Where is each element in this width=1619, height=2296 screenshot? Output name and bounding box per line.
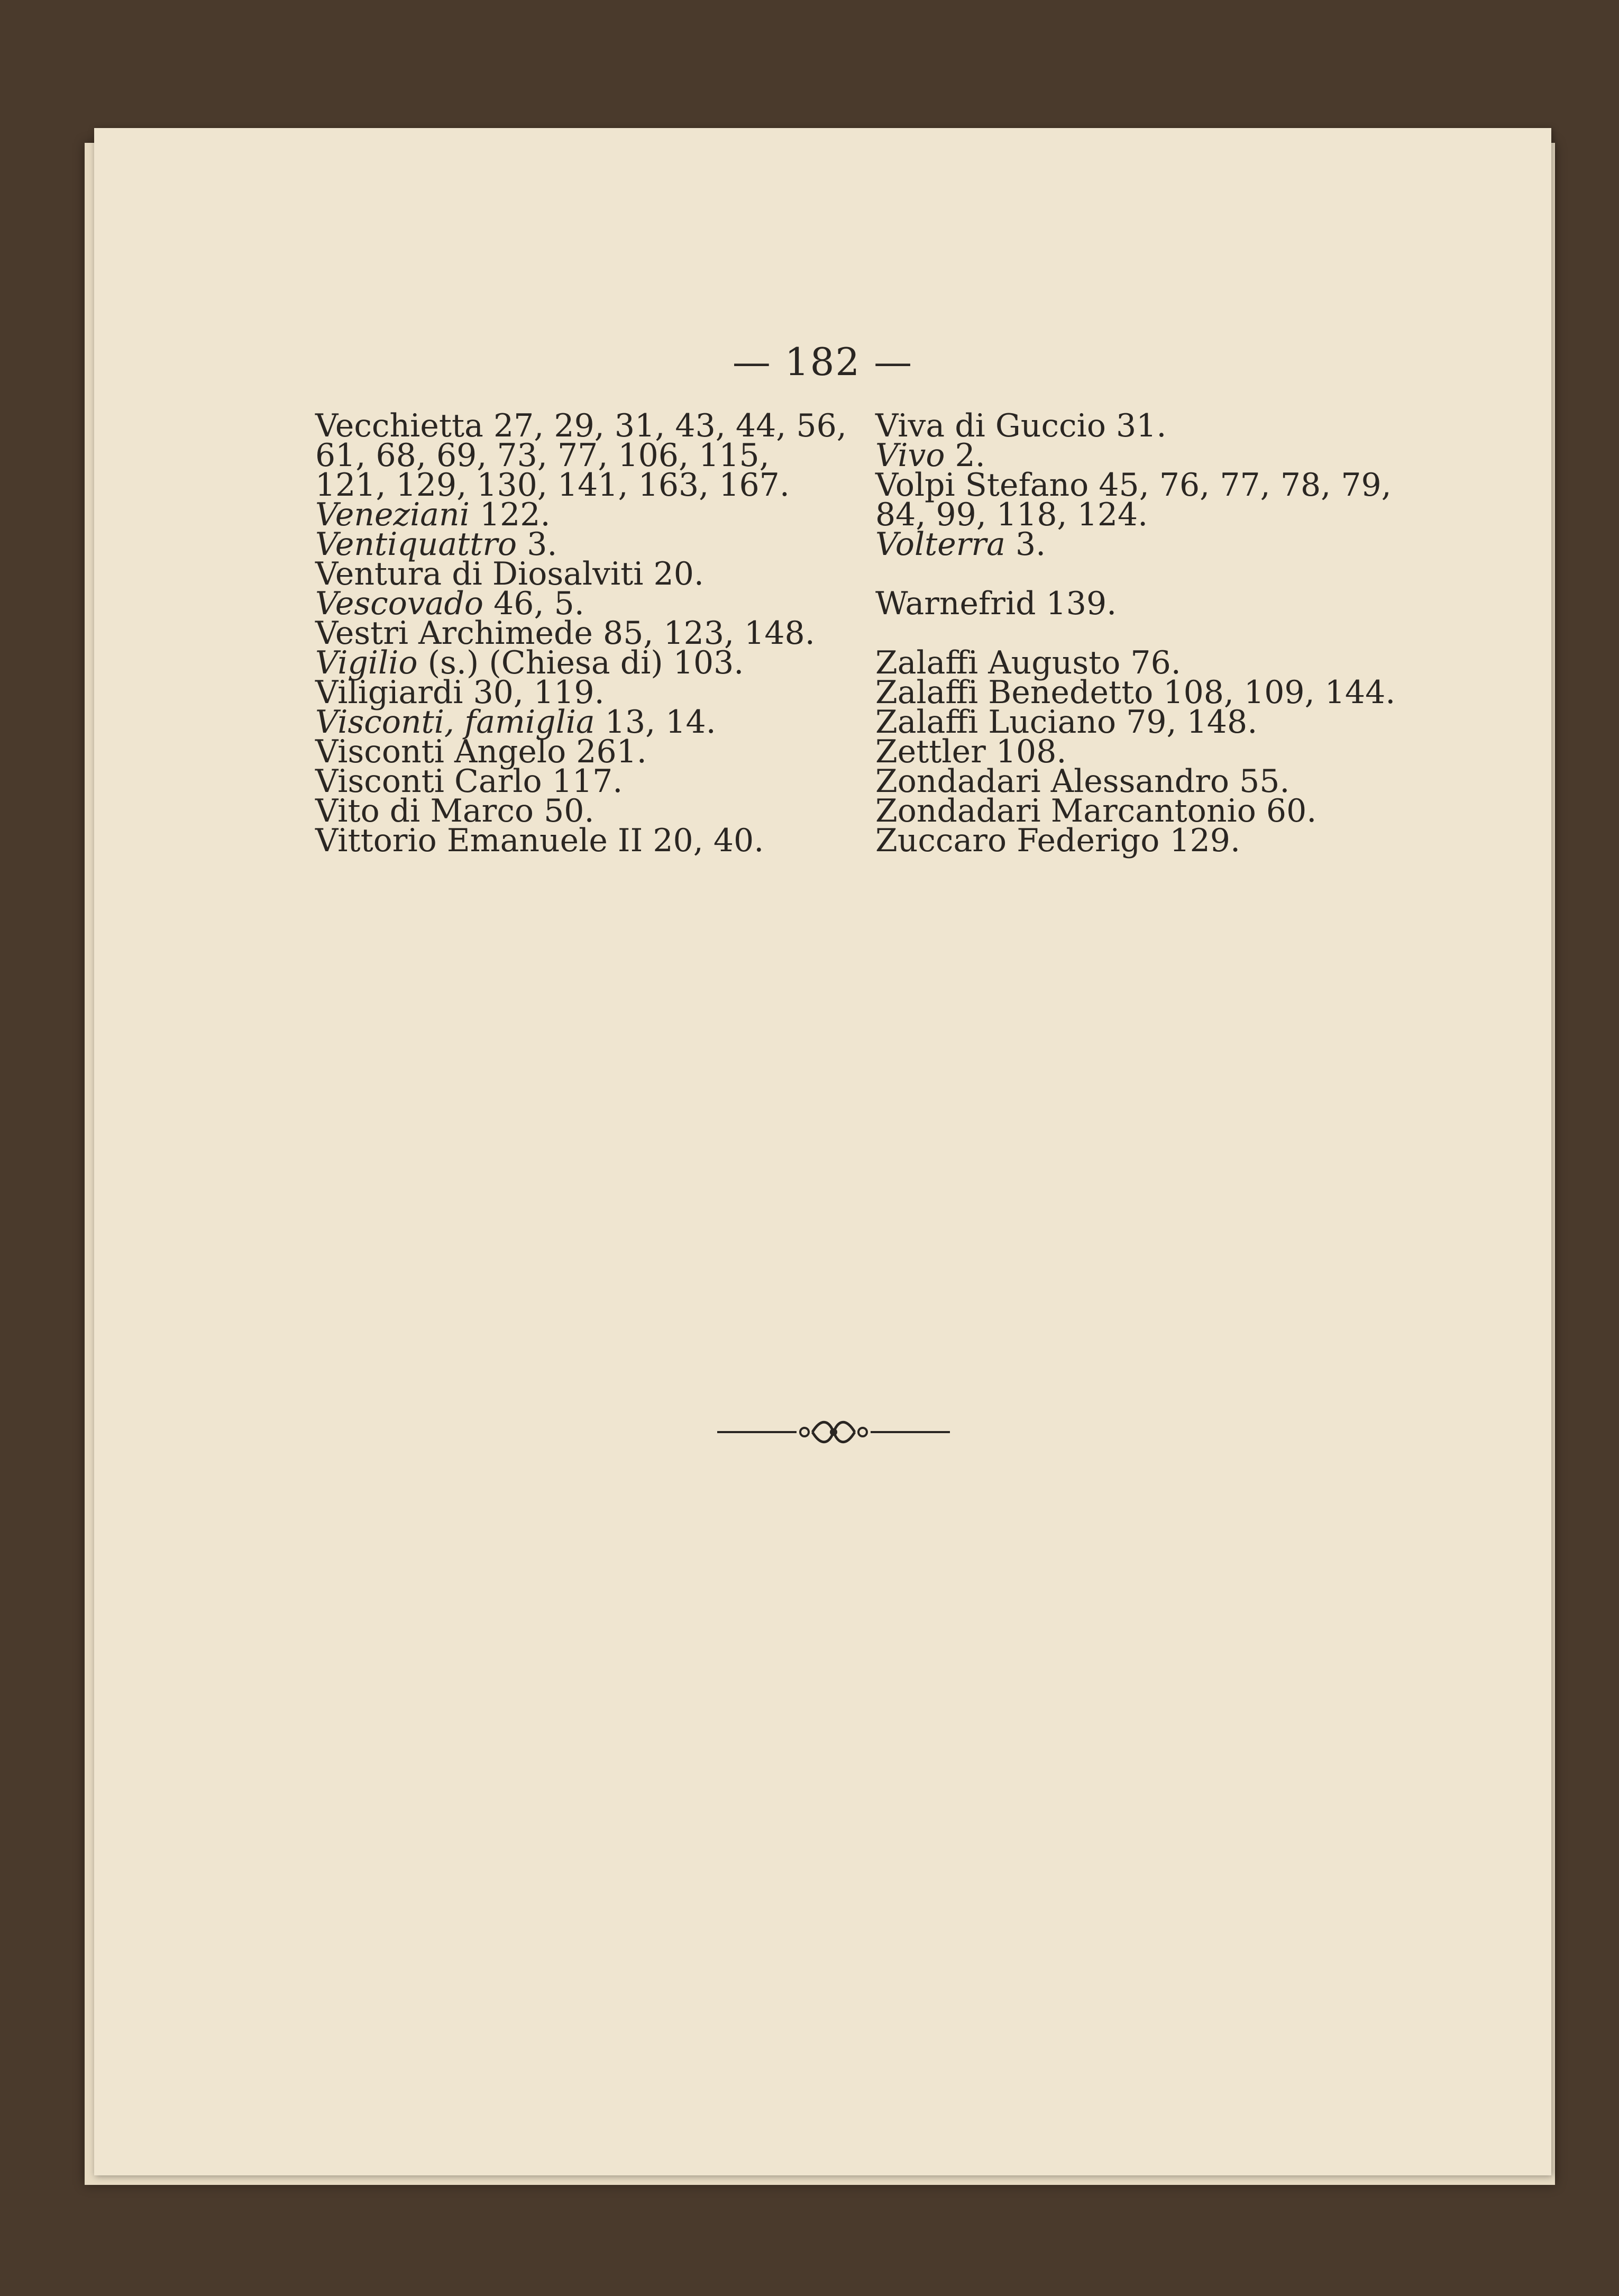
index-entry-line: Volterra 3. (875, 526, 1046, 563)
index-entry-line: Ventiquattro 3. (315, 526, 557, 563)
index-entry (315, 526, 939, 563)
entry-gap (875, 618, 1536, 648)
index-entry-line: Zuccaro Federigo 129. (875, 822, 1241, 859)
index-entry-line: Vito di Marco 50. (315, 792, 594, 830)
index-entry (875, 822, 1536, 859)
index-entry-line: Visconti Angelo 261. (315, 733, 647, 770)
index-entry (875, 674, 1536, 711)
index-entry-line: Volpi Stefano 45, 76, 77, 78, 79, (875, 467, 1392, 504)
index-entry (875, 792, 1536, 830)
index-entry-line: Visconti Carlo 117. (315, 763, 623, 800)
index-entry (315, 615, 939, 652)
index-entry-line: Vestri Archimede 85, 123, 148. (315, 615, 815, 652)
index-entry-line: Zalaffi Augusto 76. (875, 644, 1181, 681)
index-entry (875, 437, 1536, 474)
index-entry-line: Vivo 2. (875, 437, 985, 474)
index-entry (315, 733, 939, 770)
index-entry-line: Zondadari Marcantonio 60. (875, 792, 1317, 830)
index-entry (315, 555, 939, 593)
index-column-right (875, 407, 1536, 859)
index-entry-line: 61, 68, 69, 73, 77, 106, 115, (315, 437, 770, 474)
index-entry (875, 704, 1536, 741)
index-entry (315, 585, 939, 622)
index-entry (315, 763, 939, 800)
index-entry (875, 467, 1536, 533)
index-entry-line: Vigilio (s.) (Chiesa di) 103. (315, 644, 744, 681)
index-entry (315, 704, 939, 741)
index-entry (315, 792, 939, 830)
index-column-left (315, 407, 939, 859)
index-entry (875, 733, 1536, 770)
index-entry-line: 121, 129, 130, 141, 163, 167. (315, 467, 790, 504)
index-entry-line: Zettler 108. (875, 733, 1067, 770)
index-entry-line: Zondadari Alessandro 55. (875, 763, 1290, 800)
index-entry-line: Vecchietta 27, 29, 31, 43, 44, 56, (315, 407, 847, 444)
index-entry-line: Zalaffi Benedetto 108, 109, 144. (875, 674, 1396, 711)
index-entry (875, 585, 1536, 622)
entry-gap (875, 559, 1536, 589)
index-entry (315, 407, 939, 504)
index-page (94, 128, 1551, 2175)
page-number: — 182 — (732, 340, 913, 384)
index-entry-line: Vescovado 46, 5. (315, 585, 584, 622)
index-entry-line: Vittorio Emanuele II 20, 40. (315, 822, 764, 859)
index-entry-line: Viligiardi 30, 119. (315, 674, 605, 711)
index-entry-line: 84, 99, 118, 124. (875, 496, 1148, 533)
index-entry (875, 763, 1536, 800)
decorative-ornament (717, 1414, 950, 1451)
index-entry-line: Zalaffi Luciano 79, 148. (875, 704, 1258, 741)
index-entry (315, 496, 939, 533)
index-entry (875, 644, 1536, 681)
index-entry-line: Viva di Guccio 31. (875, 407, 1167, 444)
index-entry (315, 674, 939, 711)
index-entry-line: Ventura di Diosalviti 20. (315, 555, 704, 593)
index-entry (315, 644, 939, 681)
index-entry-line: Veneziani 122. (315, 496, 551, 533)
index-entry-line: Visconti, famiglia 13, 14. (315, 704, 716, 741)
index-entry (875, 526, 1536, 563)
index-entry (875, 407, 1536, 444)
index-entry-line: Warnefrid 139. (875, 585, 1117, 622)
index-entry (315, 822, 939, 859)
